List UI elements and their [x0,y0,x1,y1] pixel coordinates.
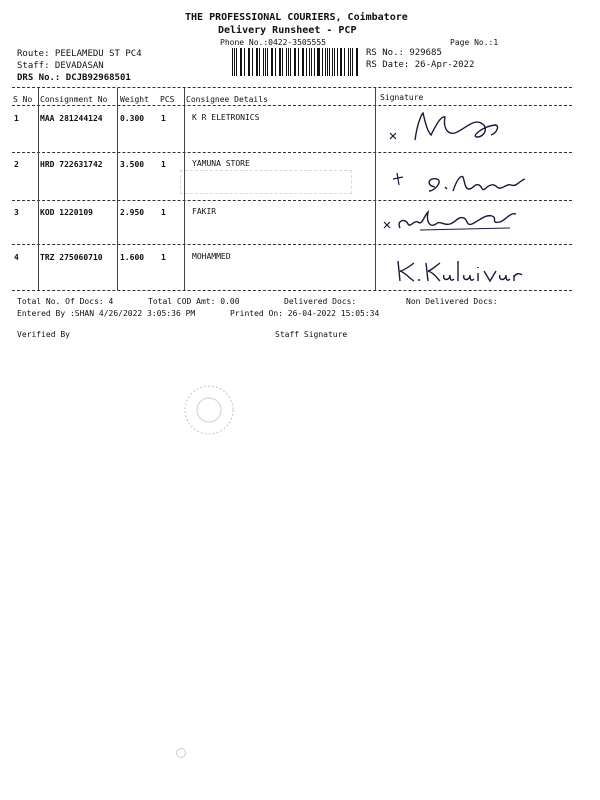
barcode-bar [356,48,357,76]
col-weight: Weight [120,95,149,104]
row-consignment: KOD 1220109 [40,208,93,217]
barcode-bar [267,48,268,76]
round-stamp [175,380,245,440]
barcode-bar [303,48,304,76]
col-divider [117,88,118,290]
barcode-bar [252,48,253,76]
col-signature: Signature [380,93,424,102]
handwritten-signature [392,255,532,287]
delivered-docs: Delivered Docs: [284,297,357,306]
rs-date: RS Date: 26-Apr-2022 [366,60,475,70]
barcode-bar [232,48,233,76]
barcode-bar [311,48,312,76]
barcode-bar [263,48,264,76]
row-consignee: FAKIR [192,207,217,216]
row-consignee: K R ELETRONICS [192,113,260,122]
row-rule-1 [12,152,572,153]
col-consignment: Consignment No [40,95,108,104]
barcode [232,48,360,76]
row-consignment: MAA 281244124 [40,114,103,123]
handwritten-signature [385,105,515,150]
barcode-bar [240,48,241,76]
non-delivered-docs: Non Delivered Docs: [406,297,498,306]
barcode-bar [275,48,276,76]
handwritten-signature [385,165,545,200]
row-consignee: YAMUNA STORE [192,159,250,168]
row-weight: 3.500 [120,160,145,169]
row-weight: 1.600 [120,253,145,262]
row-sno: 1 [14,114,19,123]
staff: Staff: DEVADASAN [17,61,104,71]
rs-number: RS No.: 929685 [366,48,442,58]
drs-label: DRS No.: [17,73,61,83]
total-cod-amount: Total COD Amt: 0.00 [148,297,240,306]
row-consignment: HRD 722631742 [40,160,103,169]
col-pcs: PCS [160,95,175,104]
col-divider [38,88,39,290]
phone-number: Phone No.:0422-3505555 [220,38,326,47]
company-name: THE PROFESSIONAL COURIERS, Coimbatore [185,12,408,23]
row-consignee: MOHAMMED [192,252,231,261]
col-consignee: Consignee Details [186,95,268,104]
row-weight: 0.300 [120,114,145,123]
scan-mark [176,748,186,758]
barcode-bar [244,48,245,76]
barcode-bar [286,48,287,76]
printed-on: Printed On: 26-04-2022 15:05:34 [230,309,380,318]
entered-by: Entered By :SHAN 4/26/2022 3:05:36 PM [17,309,196,318]
barcode-bar [288,48,289,76]
row-weight: 2.950 [120,208,145,217]
table-top-rule [12,87,572,88]
barcode-bar [341,48,342,76]
row-pcs: 1 [161,114,166,123]
row-rule-3 [12,244,572,245]
barcode-bar [295,48,296,76]
drs-number: DCJB92968501 [65,73,131,83]
row-sno: 2 [14,160,19,169]
row-pcs: 1 [161,253,166,262]
faded-stamp [180,170,352,194]
row-pcs: 1 [161,160,166,169]
row-sno: 3 [14,208,19,217]
route: Route: PEELAMEDU ST PC4 [17,49,142,59]
barcode-bar [318,48,319,76]
document-title: Delivery Runsheet - PCP [218,25,357,36]
handwritten-signature [380,200,530,240]
col-sno: S No [13,95,33,104]
row-sno: 4 [14,253,19,262]
verified-by: Verified By [17,330,70,339]
barcode-bar [344,48,345,76]
table-bottom-rule [12,290,572,291]
total-docs: Total No. Of Docs: 4 [17,297,114,306]
drs-number-label [17,73,131,83]
row-consignment: TRZ 275060710 [40,253,103,262]
row-pcs: 1 [161,208,166,217]
staff-signature: Staff Signature [275,330,348,339]
barcode-bar [325,48,326,76]
barcode-bar [334,48,335,76]
col-divider [375,88,376,290]
page-number: Page No.:1 [450,38,499,47]
